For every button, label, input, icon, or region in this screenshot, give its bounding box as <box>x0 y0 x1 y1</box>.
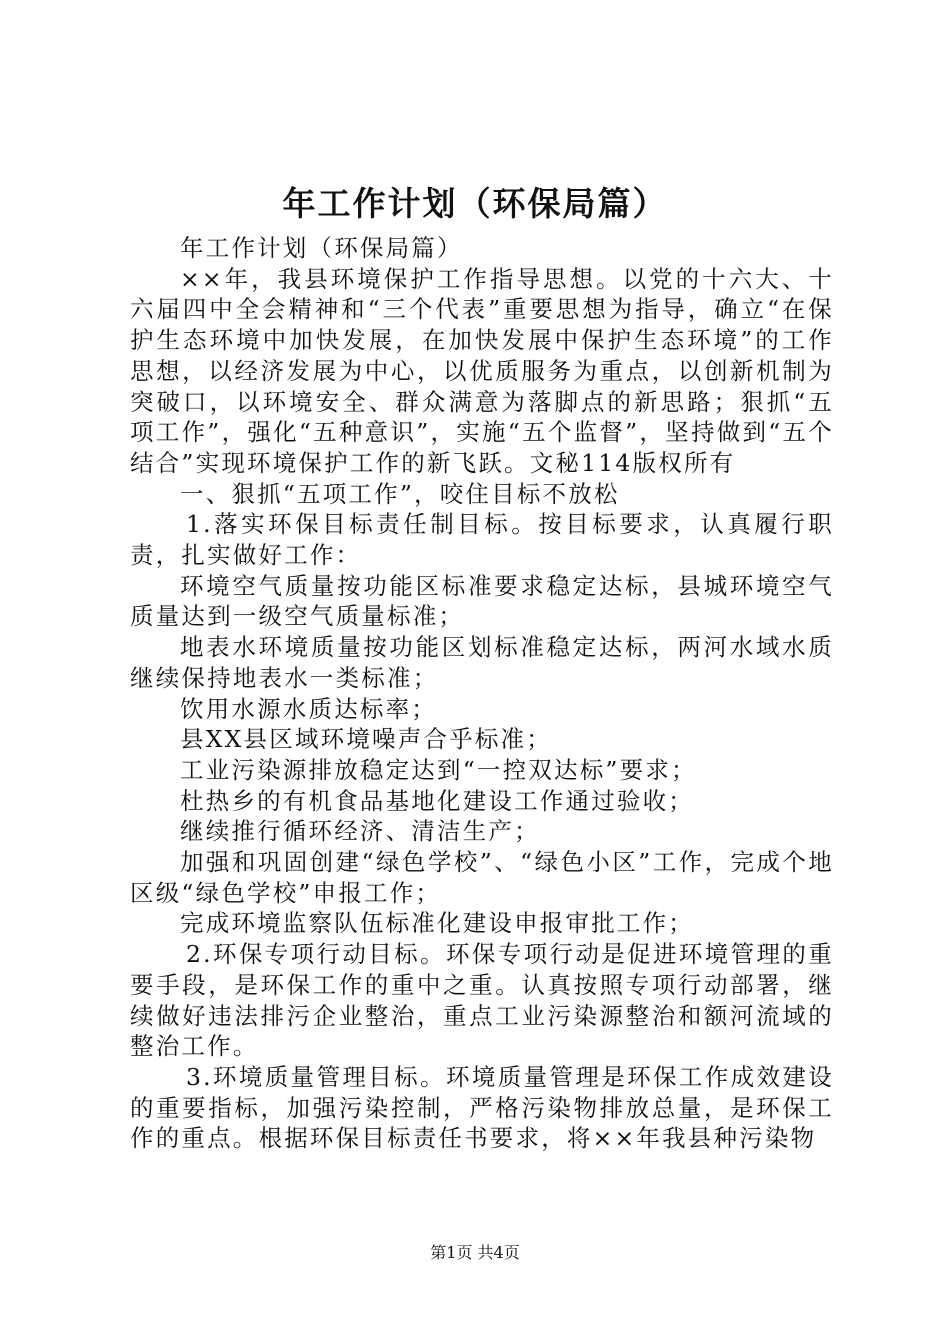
paragraph-circular-economy: 继续推行循环经济、清洁生产； <box>180 817 540 846</box>
paragraph-item-1: 1.落实环保目标责任制目标。按目标要求，认真履行职责，扎实做好工作： <box>130 510 834 570</box>
page-number: 第1页 共4页 <box>430 1243 520 1262</box>
paragraph-drinking-water: 饮用水源水质达标率； <box>180 694 437 723</box>
paragraph-item-3: 3.环境质量管理目标。环境质量管理是环保工作成效建设的重要指标，加强污染控制，严格污染物排放总量，是环保工作的重点。根据环保目标责任书要求，将××年我县种污染物 <box>130 1062 834 1153</box>
document-title: 年工作计划（环保局篇） <box>282 184 668 223</box>
paragraph-organic-food: 杜热乡的有机食品基地化建设工作通过验收； <box>180 786 694 815</box>
paragraph-item-2: 2.环保专项行动目标。环保专项行动是促进环境管理的重要手段，是环保工作的重中之重。认真按照专项行动部署，继续做好违法排污企业整治，重点工业污染源整治和额河流域的整治工作。 <box>130 940 834 1061</box>
paragraph-noise: 县XX县区域环境噪声合乎标准； <box>180 725 552 754</box>
paragraph-inspection-team: 完成环境监察队伍标准化建设申报审批工作； <box>180 909 694 938</box>
paragraph-surface-water: 地表水环境质量按功能区划标准稳定达标，两河水域水质继续保持地表水一类标准； <box>130 633 834 692</box>
document-body <box>130 233 834 1154</box>
paragraph-subtitle: 年工作计划（环保局篇） <box>180 234 463 262</box>
paragraph-green-school: 加强和巩固创建“绿色学校”、“绿色小区”工作，完成个地区级“绿色学校”申报工作； <box>130 848 834 907</box>
paragraph-guiding-idea: ××年，我县环境保护工作指导思想。以党的十六大、十六届四中全会精神和“三个代表”重要思想为指导，确立“在保护生态环境中加快发展，在加快发展中保护生态环境”的工作思想，以经济发展为中心，以优质服务为重点，以创新机制为突破口，以环境安全、群众满意为落脚点的新思路；狠抓“五项工作”，强化“五种意识”，实施“五个监督”，坚持做到“五个结合”实现环境保护工作的新飞跃。文秘114版权所有 <box>130 264 834 477</box>
paragraph-air-quality: 环境空气质量按功能区标准要求稳定达标，县城环境空气质量达到一级空气质量标准； <box>130 571 834 631</box>
paragraph-industrial-pollution: 工业污染源排放稳定达到“一控双达标”要求； <box>180 755 697 784</box>
section-heading-1: 一、狠抓“五项工作”，咬住目标不放松 <box>180 479 620 508</box>
